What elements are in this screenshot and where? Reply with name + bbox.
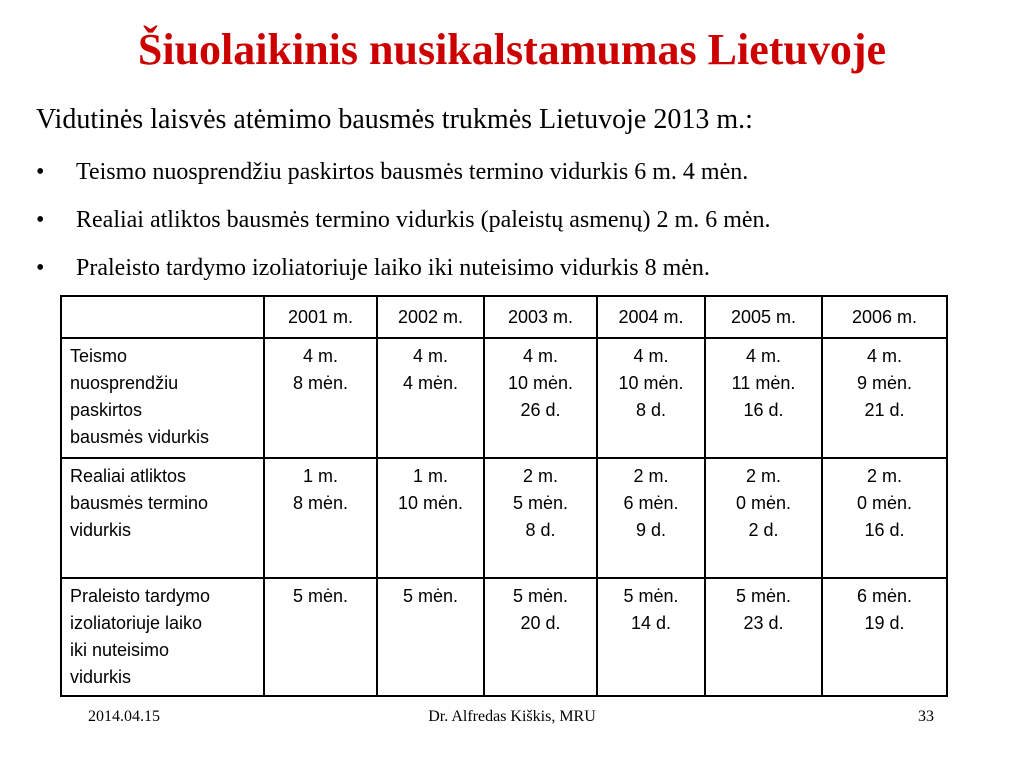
cell-value-line: 6 mėn. bbox=[856, 586, 913, 606]
table-row bbox=[61, 458, 947, 578]
row-label-line: paskirtos bbox=[70, 400, 143, 420]
cell-value-line: 10 mėn. bbox=[507, 373, 574, 393]
cell-value-line: 8 mėn. bbox=[292, 493, 349, 513]
cell-value-line: 26 d. bbox=[520, 400, 561, 420]
table-cell bbox=[705, 338, 822, 458]
cell-value-line: 8 mėn. bbox=[292, 373, 349, 393]
column-header: 2006 m. bbox=[822, 296, 947, 338]
cell-value-line: 8 d. bbox=[525, 520, 556, 540]
column-header: 2004 m. bbox=[597, 296, 705, 338]
row-label-cell bbox=[61, 578, 264, 696]
table-cell bbox=[705, 458, 822, 578]
bullet-item bbox=[36, 152, 996, 200]
cell-value-line: 14 d. bbox=[630, 613, 672, 633]
bullet-dot-icon: • bbox=[36, 159, 45, 185]
footer-date: 2014.04.15 bbox=[88, 708, 160, 725]
table-cell bbox=[484, 578, 597, 696]
row-label-line: izoliatoriuje laiko bbox=[70, 613, 203, 633]
cell-value-line: 4 m. bbox=[412, 346, 448, 366]
cell-value-line: 16 d. bbox=[864, 520, 905, 540]
row-label-line: Teismo bbox=[70, 346, 128, 366]
cell-value-line: 1 m. bbox=[302, 466, 338, 486]
cell-value-line: 4 m. bbox=[633, 346, 669, 366]
row-label-line: vidurkis bbox=[70, 520, 132, 540]
table-row bbox=[61, 338, 947, 458]
cell-value-line: 10 mėn. bbox=[397, 493, 464, 513]
cell-value-line: 5 mėn. bbox=[292, 586, 349, 606]
table-cell bbox=[597, 458, 705, 578]
cell-value-line: 4 m. bbox=[866, 346, 902, 366]
row-label-line: nuosprendžiu bbox=[70, 373, 179, 393]
row-label-cell bbox=[61, 338, 264, 458]
cell-value-line: 4 mėn. bbox=[402, 373, 459, 393]
slide-title: Šiuolaikinis nusikalstamumas Lietuvoje bbox=[137, 25, 887, 74]
row-label-line: bausmės termino bbox=[70, 493, 209, 513]
cell-value-line: 2 m. bbox=[745, 466, 781, 486]
row-label-line: iki nuteisimo bbox=[70, 640, 170, 660]
column-header: 2001 m. bbox=[264, 296, 377, 338]
table-body bbox=[61, 338, 947, 696]
footer-author: Dr. Alfredas Kiškis, MRU bbox=[428, 708, 596, 725]
table-cell bbox=[377, 338, 484, 458]
cell-value-line: 5 mėn. bbox=[512, 493, 569, 513]
cell-value-line: 10 mėn. bbox=[618, 373, 684, 393]
cell-value-line: 21 d. bbox=[864, 400, 905, 420]
bullet-dot-icon: • bbox=[36, 207, 45, 233]
cell-value-line: 0 mėn. bbox=[856, 493, 913, 513]
column-header: 2002 m. bbox=[377, 296, 484, 338]
bullet-item bbox=[36, 248, 996, 296]
cell-value-line: 19 d. bbox=[864, 613, 905, 633]
cell-value-line: 20 d. bbox=[520, 613, 561, 633]
cell-value-line: 8 d. bbox=[635, 400, 667, 420]
table-cell bbox=[822, 578, 947, 696]
table-cell bbox=[484, 458, 597, 578]
cell-value-line: 2 m. bbox=[633, 466, 669, 486]
sentence-duration-table bbox=[60, 295, 948, 697]
cell-value-line: 0 mėn. bbox=[735, 493, 792, 513]
cell-value-line: 2 m. bbox=[866, 466, 902, 486]
table-corner-cell bbox=[61, 296, 264, 338]
cell-value-line: 2 m. bbox=[522, 466, 558, 486]
cell-value-line: 4 m. bbox=[522, 346, 558, 366]
bullet-item bbox=[36, 200, 996, 248]
slide-subtitle: Vidutinės laisvės atėmimo bausmės trukmės Lietuvoje 2013 m.: bbox=[36, 104, 753, 135]
row-label-line: bausmės vidurkis bbox=[70, 427, 210, 447]
row-label-line: Praleisto tardymo bbox=[70, 586, 211, 606]
cell-value-line: 4 m. bbox=[302, 346, 338, 366]
column-header: 2005 m. bbox=[705, 296, 822, 338]
table-cell bbox=[705, 578, 822, 696]
bullet-text: Realiai atliktos bausmės termino vidurkis (paleistų asmenų) 2 m. 6 mėn. bbox=[76, 207, 771, 233]
row-label-line: vidurkis bbox=[70, 667, 132, 687]
table-cell bbox=[377, 578, 484, 696]
bullet-text: Teismo nuosprendžiu paskirtos bausmės termino vidurkis 6 m. 4 mėn. bbox=[76, 159, 749, 185]
cell-value-line: 9 mėn. bbox=[856, 373, 913, 393]
table-cell bbox=[822, 338, 947, 458]
cell-value-line: 4 m. bbox=[745, 346, 781, 366]
table-row bbox=[61, 578, 947, 696]
table-cell bbox=[264, 458, 377, 578]
column-header: 2003 m. bbox=[484, 296, 597, 338]
table-cell bbox=[597, 338, 705, 458]
cell-value-line: 9 d. bbox=[635, 520, 667, 540]
cell-value-line: 23 d. bbox=[743, 613, 784, 633]
bullet-dot-icon: • bbox=[36, 255, 45, 281]
cell-value-line: 16 d. bbox=[743, 400, 784, 420]
table-cell bbox=[264, 578, 377, 696]
cell-value-line: 5 mėn. bbox=[735, 586, 792, 606]
bullet-list bbox=[36, 152, 996, 296]
row-label-cell bbox=[61, 458, 264, 578]
cell-value-line: 1 m. bbox=[412, 466, 448, 486]
table-cell bbox=[264, 338, 377, 458]
table-header-row bbox=[61, 296, 947, 338]
table-cell bbox=[822, 458, 947, 578]
table-cell bbox=[484, 338, 597, 458]
table-cell bbox=[597, 578, 705, 696]
cell-value-line: 11 mėn. bbox=[731, 373, 796, 393]
table-cell bbox=[377, 458, 484, 578]
cell-value-line: 6 mėn. bbox=[623, 493, 679, 513]
row-label-line: Realiai atliktos bbox=[70, 466, 187, 486]
bullet-text: Praleisto tardymo izoliatoriuje laiko iki nuteisimo vidurkis 8 mėn. bbox=[76, 255, 710, 281]
cell-value-line: 5 mėn. bbox=[623, 586, 679, 606]
cell-value-line: 5 mėn. bbox=[512, 586, 569, 606]
cell-value-line: 2 d. bbox=[748, 520, 779, 540]
footer-page-number: 33 bbox=[918, 708, 934, 725]
cell-value-line: 5 mėn. bbox=[402, 586, 459, 606]
